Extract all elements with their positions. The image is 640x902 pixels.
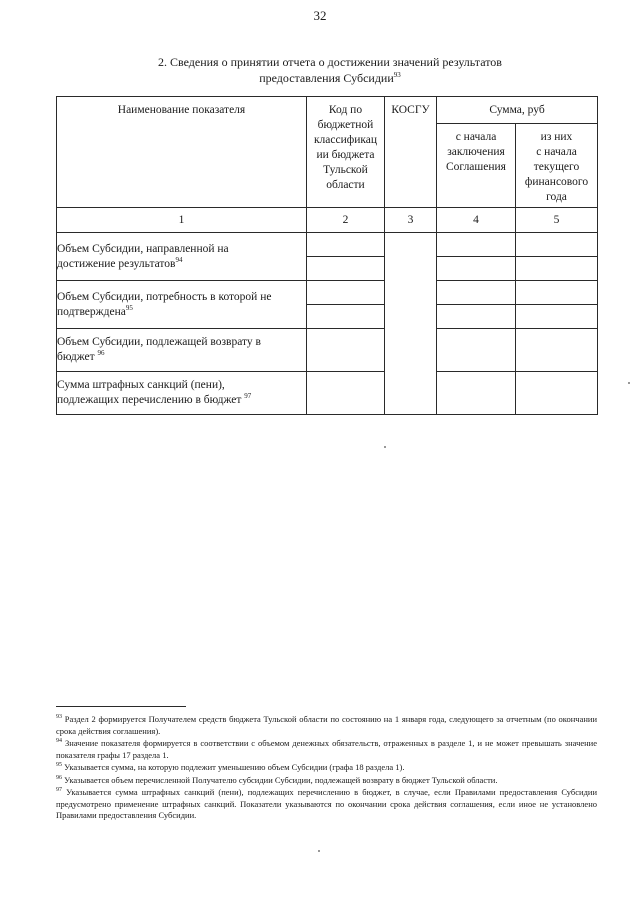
row-label: Объем Субсидии, направленной на достижение результатов$^{94}$: [57, 233, 307, 281]
section-title-line-2: [40, 70, 620, 86]
cell-budget-code: [307, 329, 385, 372]
footnote-ref-93: 93: [393, 71, 401, 79]
footnotes: [56, 714, 597, 823]
column-number: 5: [516, 208, 598, 233]
cell-sum-total: [437, 257, 516, 281]
column-number: 3: [385, 208, 437, 233]
table-row: [57, 329, 598, 372]
cell-sum-year: [516, 257, 598, 281]
footnote-93: $^{93}$ Раздел 2 формируется Получателем средств бюджета Тульской области по состоянию на 1 января года, следующего за отчетным (по окончании срока действия соглашения).: [56, 714, 597, 736]
cell-budget-code: [307, 281, 385, 305]
table-row: [57, 372, 598, 415]
column-number: 4: [437, 208, 516, 233]
footnote-95: $^{95}$ Указывается сумма, на которую подлежит уменьшению объем Субсидии (графа 18 раздела 1).: [56, 762, 405, 772]
cell-sum-total: [437, 372, 516, 415]
table-row: [57, 233, 598, 257]
cell-budget-code: [307, 257, 385, 281]
row-label: Сумма штрафных санкций (пени), подлежащих перечислению в бюджет $^{97}$: [57, 372, 307, 415]
column-number-row: [57, 208, 598, 233]
cell-sum-total: [437, 233, 516, 257]
cell-kosgu: [385, 233, 437, 415]
header-since-agreement: с начала заключения Соглашения: [437, 124, 516, 208]
scan-speck: [628, 382, 630, 384]
header-kosgu: КОСГУ: [385, 97, 437, 208]
row-label: Объем Субсидии, потребность в которой не подтверждена$^{95}$: [57, 281, 307, 329]
column-number: 2: [307, 208, 385, 233]
header-indicator-name: Наименование показателя: [57, 97, 307, 208]
header-sum: Сумма, руб: [437, 97, 598, 124]
cell-sum-total: [437, 329, 516, 372]
footnote-separator: [56, 706, 186, 707]
footnote-94: $^{94}$ Значение показателя формируется в соответствии с объемом денежных обязательств, отраженных в разделе 1, и не может превышать значение показателя графы 17 раздела 1.: [56, 738, 597, 760]
cell-budget-code: [307, 233, 385, 257]
cell-sum-year: [516, 233, 598, 257]
footnote-97: $^{97}$ Указывается сумма штрафных санкций (пени), подлежащих перечислению в бюджет, в случае, если Правилами предоставления Субсидии предусмотрено применение штрафных санкций. Показатели указываются по окончании срока действия соглашения, если иное не установлено Правилами предоставления Субсидии.: [56, 787, 597, 820]
results-table: [56, 96, 598, 415]
page-number: 32: [313, 8, 327, 23]
footnote-ref: 96: [97, 349, 105, 358]
row-label: Объем Субсидии, подлежащей возврату в бюджет $^{96}$: [57, 329, 307, 372]
column-number: 1: [57, 208, 307, 233]
cell-sum-year: [516, 329, 598, 372]
cell-sum-total: [437, 281, 516, 305]
section-title: [40, 54, 620, 86]
table-row: [57, 281, 598, 305]
footnote-ref: 94: [175, 255, 183, 264]
section-title-line-1: 2. Сведения о принятии отчета о достижении значений результатов: [158, 55, 502, 69]
footnote-ref: 97: [244, 392, 252, 401]
cell-sum-year: [516, 305, 598, 329]
section-title-text: предоставления Субсидии: [259, 71, 394, 85]
cell-budget-code: [307, 305, 385, 329]
cell-budget-code: [307, 372, 385, 415]
header-current-year: из них с начала текущего финансового года: [516, 124, 598, 208]
cell-sum-year: [516, 372, 598, 415]
scan-speck: [318, 850, 320, 852]
header-budget-code: Код по бюджетной классификац ии бюджета Тульской области: [307, 97, 385, 208]
footnote-96: $^{96}$ Указывается объем перечисленной Получателю субсидии Субсидии, подлежащей возврату в бюджет Тульской области.: [56, 774, 498, 785]
cell-sum-total: [437, 305, 516, 329]
footnote-ref: 95: [125, 303, 133, 312]
cell-sum-year: [516, 281, 598, 305]
scan-speck: [384, 446, 386, 448]
